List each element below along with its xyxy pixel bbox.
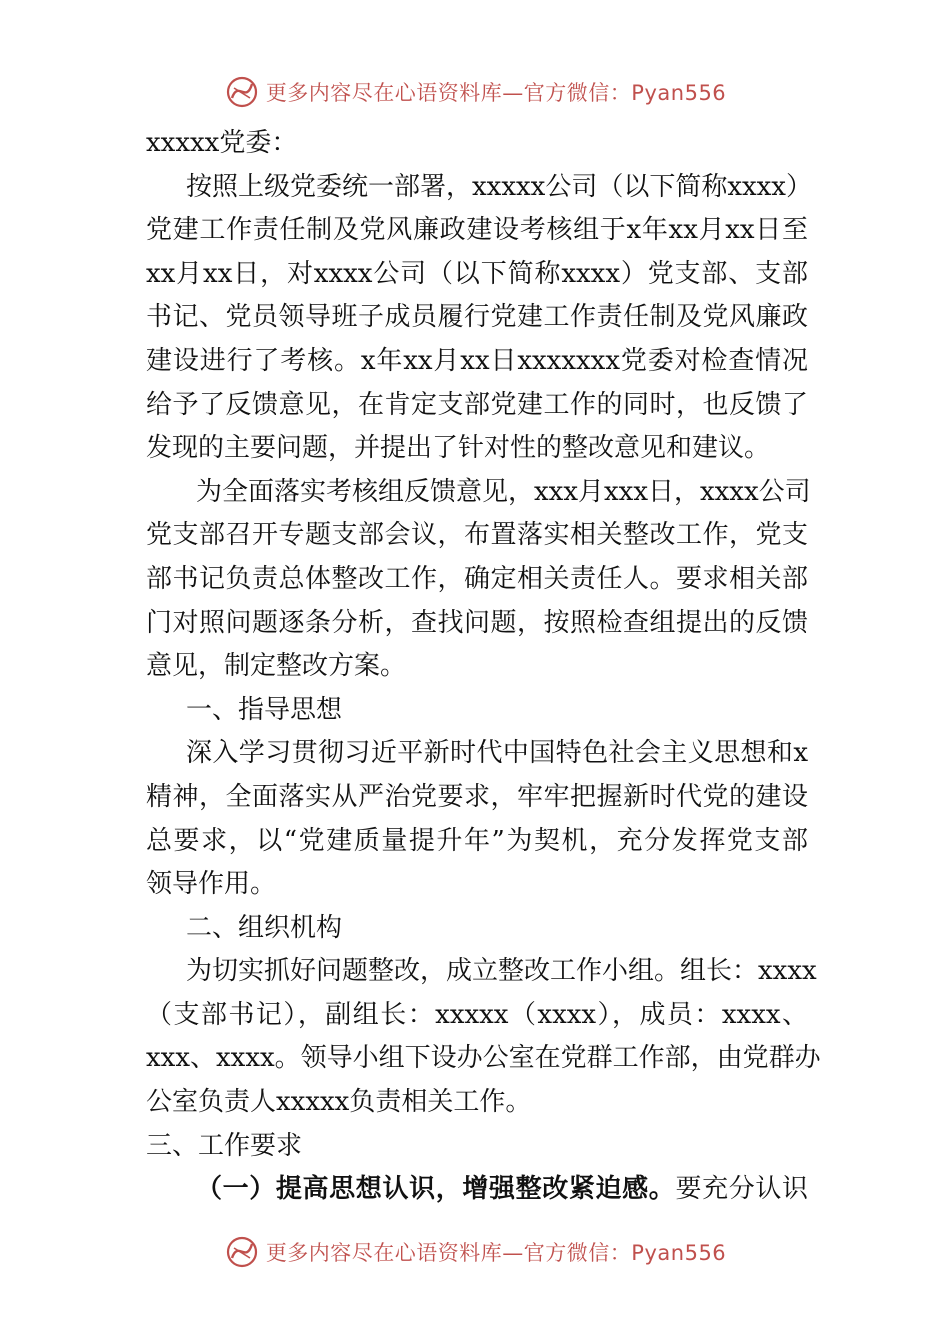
signature-seal-icon	[224, 74, 260, 110]
paragraph-line: 意见，制定整改方案。	[146, 651, 407, 682]
section-heading: 三、工作要求	[146, 1130, 303, 1161]
paragraph-line: 党建工作责任制及党风廉政建设考核组于x年xx月xx日至	[146, 215, 808, 246]
paragraph-line	[146, 1168, 808, 1212]
paragraph-line: 为全面落实考核组反馈意见，xxx月xxx日，xxxx公司	[196, 476, 811, 507]
salutation: xxxxx党委：	[146, 128, 298, 158]
paragraph-line: xx月xx日，对xxxx公司（以下简称xxxx）党支部、支部	[146, 258, 808, 289]
paragraph-line: 公室负责人xxxxx负责相关工作。	[146, 1087, 532, 1118]
header-banner	[0, 70, 950, 114]
section-heading: 一、指导思想	[186, 694, 343, 725]
signature-seal-icon	[224, 1234, 260, 1270]
paragraph-line: 发现的主要问题，并提出了针对性的整改意见和建议。	[146, 433, 771, 464]
paragraph-line: 门对照问题逐条分析，查找问题，按照检查组提出的反馈	[146, 607, 808, 638]
paragraph-line: xxx、xxxx。领导小组下设办公室在党群工作部，由党群办	[146, 1043, 821, 1074]
paragraph-line: 书记、党员领导班子成员履行党建工作责任制及党风廉政	[146, 302, 808, 333]
paragraph-line: 总要求，以“党建质量提升年”为契机，充分发挥党支部	[146, 825, 808, 856]
paragraph-text: 要充分认识	[675, 1174, 808, 1205]
paragraph-line: 给予了反馈意见，在肯定支部党建工作的同时，也反馈了	[146, 389, 808, 420]
paragraph-line: （支部书记），副组长：xxxxx（xxxx），成员：xxxx、	[146, 999, 808, 1030]
paragraph-line: 党支部召开专题支部会议，布置落实相关整改工作，党支	[146, 520, 808, 551]
footer-banner-text: 更多内容尽在心语资料库—官方微信：Pyan556	[265, 1241, 727, 1265]
paragraph-line: 精神，全面落实从严治党要求，牢牢把握新时代党的建设	[146, 781, 808, 812]
bold-subheading: （一）提高思想认识，增强整改紧迫感。	[196, 1174, 676, 1205]
paragraph-line: 部书记负责总体整改工作，确定相关责任人。要求相关部	[146, 563, 808, 594]
paragraph-line: 按照上级党委统一部署，xxxxx公司（以下简称xxxx）	[186, 171, 812, 202]
footer-banner	[0, 1230, 950, 1274]
paragraph-line: 为切实抓好问题整改，成立整改工作小组。组长：xxxx	[186, 956, 817, 987]
paragraph-line: 建设进行了考核。x年xx月xx日xxxxxxx党委对检查情况	[146, 345, 808, 376]
paragraph-line: 领导作用。	[146, 869, 277, 900]
header-banner-text: 更多内容尽在心语资料库—官方微信：Pyan556	[265, 81, 727, 105]
section-heading: 二、组织机构	[186, 912, 343, 943]
document-body	[146, 122, 821, 1212]
paragraph-line: 深入学习贯彻习近平新时代中国特色社会主义思想和x	[186, 738, 808, 769]
